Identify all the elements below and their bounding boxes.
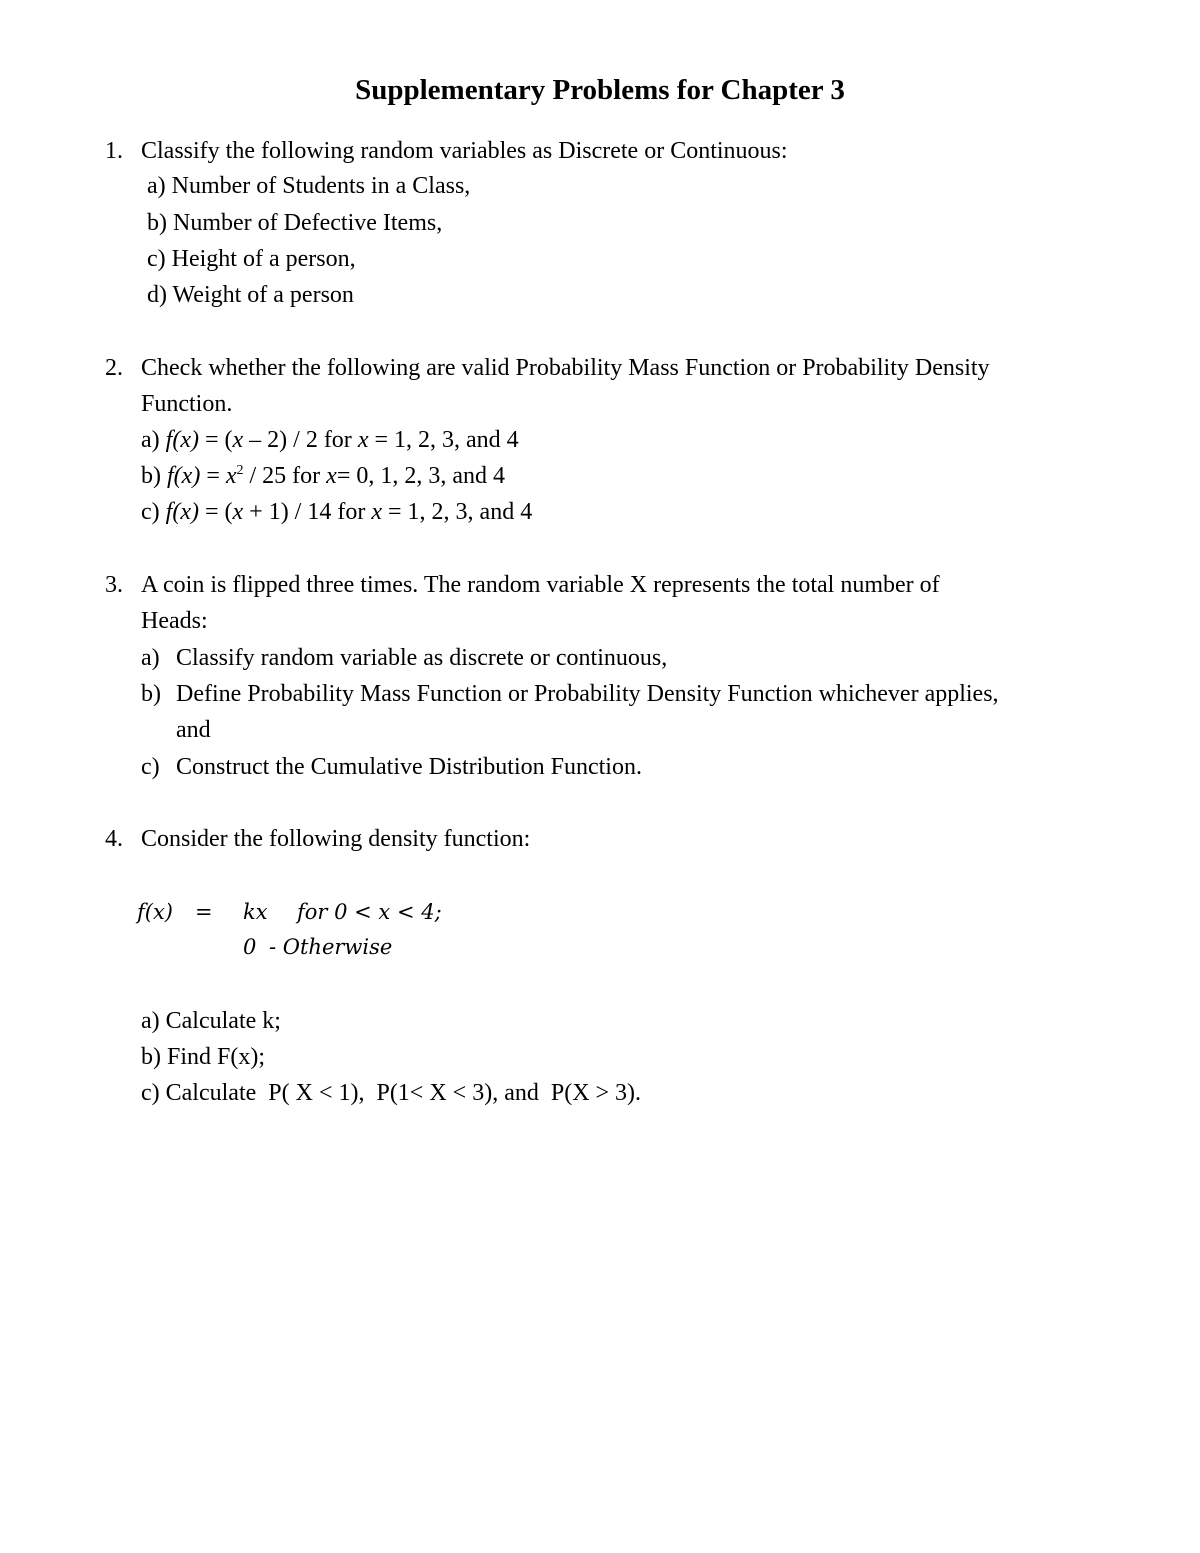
- equation-part: = (: [198, 427, 233, 453]
- function-name: f(x): [165, 499, 199, 525]
- problem-text: Function.: [141, 391, 233, 417]
- problem-text: Check whether the following are valid Probability Mass Function or Probability Density: [141, 355, 990, 381]
- problem-number: 3.: [105, 572, 123, 598]
- formula-condition-1: for 0 < x < 4;: [297, 900, 442, 924]
- equation-part: = 1, 2, 3, and 4: [368, 427, 519, 453]
- equation-part: = (: [198, 499, 233, 525]
- list-item-continuation: and: [176, 717, 211, 743]
- list-item: Construct the Cumulative Distribution Function.: [176, 754, 642, 780]
- equation-part: + 1) / 14 for: [243, 499, 372, 525]
- list-item: a) Number of Students in a Class,: [147, 173, 471, 199]
- variable: x: [225, 463, 237, 489]
- problem-text: A coin is flipped three times. The random variable X represents the total number of: [141, 572, 940, 598]
- equation-part: = 1, 2, 3, and 4: [382, 499, 533, 525]
- problem-number: 1.: [105, 138, 123, 164]
- list-item: c) Height of a person,: [147, 246, 356, 272]
- list-item: c) Calculate P( X < 1), P(1< X < 3), and P(X > 3).: [141, 1080, 642, 1106]
- list-item: b) Number of Defective Items,: [147, 210, 443, 236]
- list-item: Classify random variable as discrete or continuous,: [176, 645, 668, 671]
- equation-part: – 2) / 2 for: [243, 427, 358, 453]
- formula-condition-2: - Otherwise: [269, 935, 393, 959]
- formula-case-2: 0: [243, 935, 257, 959]
- item-label: a): [141, 427, 160, 453]
- item-label: a): [141, 645, 160, 671]
- equation-part: =: [200, 463, 226, 489]
- list-item: [141, 497, 532, 527]
- function-name: f(x): [167, 463, 201, 489]
- page-title: Supplementary Problems for Chapter 3: [355, 74, 845, 106]
- variable: x: [326, 463, 337, 489]
- item-label: b): [141, 681, 161, 707]
- problem-text: Classify the following random variables as Discrete or Continuous:: [141, 138, 788, 164]
- list-item: [141, 425, 519, 455]
- function-name: f(x): [165, 427, 199, 453]
- item-label: c): [141, 754, 160, 780]
- superscript: 2: [236, 463, 244, 478]
- formula-equals: =: [195, 900, 213, 924]
- problem-text: Consider the following density function:: [141, 826, 531, 852]
- variable: x: [357, 427, 369, 453]
- item-label: b): [141, 463, 161, 489]
- list-item: b) Find F(x);: [141, 1044, 266, 1070]
- problem-number: 2.: [105, 355, 123, 381]
- variable: x: [232, 499, 244, 525]
- problem-text: Heads:: [141, 608, 208, 634]
- problem-number: 4.: [105, 826, 123, 852]
- list-item: a) Calculate k;: [141, 1008, 281, 1034]
- variable: x: [371, 499, 382, 525]
- equation-part: / 25 for: [243, 463, 327, 489]
- list-item: [141, 461, 505, 491]
- item-label: c): [141, 499, 160, 525]
- equation-part: = 0, 1, 2, 3, and 4: [336, 463, 506, 489]
- formula-case-1: kx: [243, 900, 268, 924]
- formula-lhs: f(x): [137, 900, 174, 924]
- list-item: d) Weight of a person: [147, 282, 354, 308]
- list-item: Define Probability Mass Function or Probability Density Function whichever applies,: [176, 681, 999, 707]
- variable: x: [232, 427, 244, 453]
